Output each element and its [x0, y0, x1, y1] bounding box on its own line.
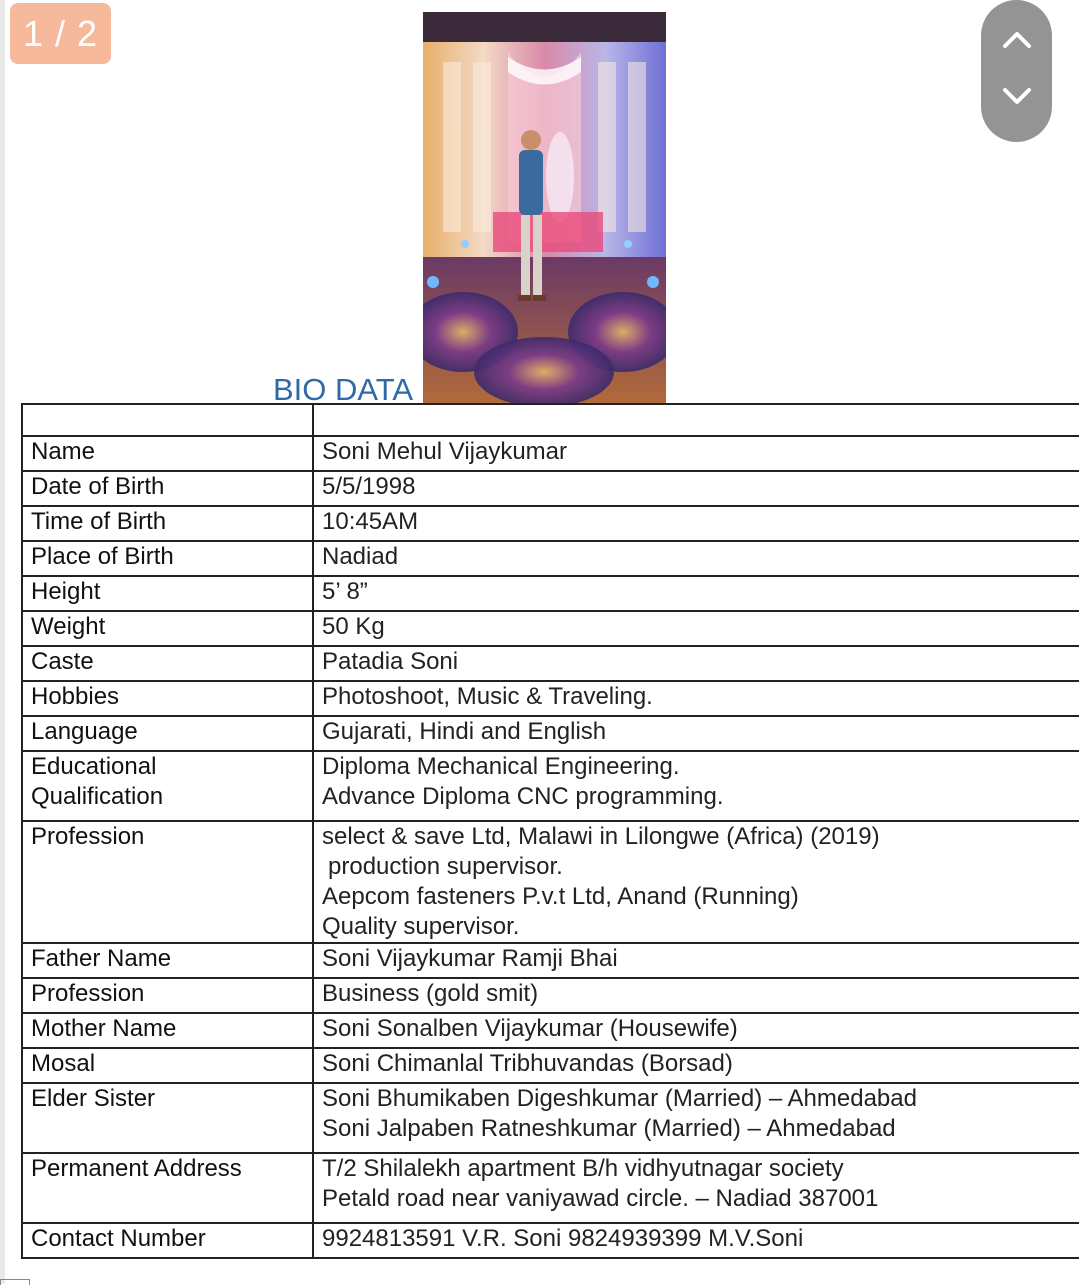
page-indicator: 1 / 2: [10, 3, 111, 64]
table-row: [22, 943, 1079, 978]
row-value: [313, 611, 1079, 646]
row-value-line: Quality supervisor.: [322, 913, 520, 940]
row-value-line: Soni Jalpaben Ratneshkumar (Married) – Ahmedabad: [322, 1115, 896, 1142]
row-value: [313, 943, 1079, 978]
page-edge-marker: [0, 1279, 30, 1285]
row-label: Time of Birth: [22, 506, 313, 541]
row-value: [313, 471, 1079, 506]
row-value-line: Aepcom fasteners P.v.t Ltd, Anand (Running): [322, 883, 799, 910]
row-label: Height: [22, 576, 313, 611]
row-label: Hobbies: [22, 681, 313, 716]
row-value-line: Diploma Mechanical Engineering.: [322, 753, 680, 780]
table-row: [22, 576, 1079, 611]
table-row: [22, 506, 1079, 541]
row-value-line: Soni Sonalben Vijaykumar (Housewife): [322, 1015, 738, 1042]
table-header-cell-label: [22, 404, 313, 436]
table-row: [22, 611, 1079, 646]
row-value: [313, 1013, 1079, 1048]
row-label-line: Educational: [31, 753, 157, 780]
table-header-cell-value: [313, 404, 1079, 436]
row-value-line: 5/5/1998: [322, 473, 416, 500]
bio-data-table: [21, 403, 1079, 1259]
row-value: [313, 541, 1079, 576]
table-row: [22, 1048, 1079, 1083]
table-row: [22, 821, 1079, 943]
row-value-line: 10:45AM: [322, 508, 419, 535]
row-value-line: Advance Diploma CNC programming.: [322, 783, 724, 810]
row-label: Permanent Address: [22, 1153, 313, 1223]
portrait-photo: [423, 12, 666, 403]
row-label: Father Name: [22, 943, 313, 978]
row-label: Name: [22, 436, 313, 471]
page-navigation: [981, 0, 1052, 142]
row-value-line: 5’ 8”: [322, 578, 368, 605]
table-row: [22, 751, 1079, 821]
table-row: [22, 1013, 1079, 1048]
row-label: Date of Birth: [22, 471, 313, 506]
row-value: [313, 1048, 1079, 1083]
row-label: Profession: [22, 978, 313, 1013]
table-row: [22, 646, 1079, 681]
chevron-down-icon: [1000, 85, 1034, 107]
document-title: BIO DATA: [273, 372, 414, 407]
row-value: [313, 506, 1079, 541]
table-row: [22, 716, 1079, 751]
row-value: [313, 646, 1079, 681]
row-label: Profession: [22, 821, 313, 943]
row-value-line: Soni Mehul Vijaykumar: [322, 438, 568, 465]
row-value-line: 50 Kg: [322, 613, 385, 640]
row-value-line: Soni Bhumikaben Digeshkumar (Married) – Ahmedabad: [322, 1085, 917, 1112]
previous-page-button[interactable]: [981, 10, 1052, 70]
row-label: Language: [22, 716, 313, 751]
row-value-line: select & save Ltd, Malawi in Lilongwe (Africa) (2019): [322, 823, 880, 850]
bio-data-table-body: [22, 404, 1079, 1258]
row-value: [313, 1083, 1079, 1153]
table-row: [22, 436, 1079, 471]
row-value-line: Patadia Soni: [322, 648, 459, 675]
row-value: [313, 978, 1079, 1013]
chevron-up-icon: [1000, 29, 1034, 51]
row-value: [313, 436, 1079, 471]
table-row: [22, 1083, 1079, 1153]
viewer-edge: [0, 0, 5, 1284]
next-page-button[interactable]: [981, 66, 1052, 126]
row-value: [313, 576, 1079, 611]
row-value-line: production supervisor.: [328, 853, 563, 880]
table-row: [22, 541, 1079, 576]
table-header-row: [22, 404, 1079, 436]
table-row: [22, 1223, 1079, 1258]
table-row: [22, 471, 1079, 506]
row-value-line: Soni Chimanlal Tribhuvandas (Borsad): [322, 1050, 733, 1077]
row-label: Elder Sister: [22, 1083, 313, 1153]
row-value-line: T/2 Shilalekh apartment B/h vidhyutnagar society: [322, 1155, 844, 1182]
row-value: [313, 681, 1079, 716]
row-value: [313, 751, 1079, 821]
table-row: [22, 1153, 1079, 1223]
row-label: [22, 751, 313, 821]
row-value: [313, 1223, 1079, 1258]
row-value: [313, 1153, 1079, 1223]
row-value-line: Gujarati, Hindi and English: [322, 718, 607, 745]
row-label: Mother Name: [22, 1013, 313, 1048]
row-label: Caste: [22, 646, 313, 681]
row-value-line: Soni Vijaykumar Ramji Bhai: [322, 945, 618, 972]
row-label: Contact Number: [22, 1223, 313, 1258]
row-value-line: 9924813591 V.R. Soni 9824939399 M.V.Soni: [322, 1225, 804, 1252]
row-value-line: Photoshoot, Music & Traveling.: [322, 683, 653, 710]
row-label-line: Qualification: [31, 783, 164, 810]
table-row: [22, 978, 1079, 1013]
row-value: [313, 716, 1079, 751]
row-label: Weight: [22, 611, 313, 646]
row-value-line: Nadiad: [322, 543, 399, 570]
row-label: Mosal: [22, 1048, 313, 1083]
row-label: Place of Birth: [22, 541, 313, 576]
row-value: [313, 821, 1079, 943]
row-value-line: Business (gold smit): [322, 980, 539, 1007]
table-row: [22, 681, 1079, 716]
row-value-line: Petald road near vaniyawad circle. – Nadiad 387001: [322, 1185, 879, 1212]
